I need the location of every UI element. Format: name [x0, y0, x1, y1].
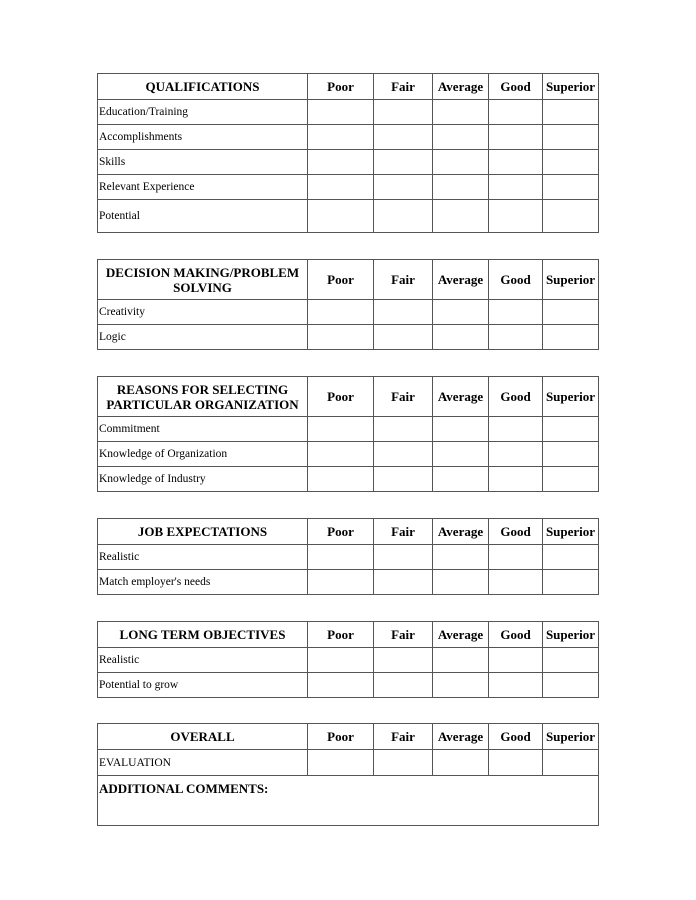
criterion-label: EVALUATION: [98, 750, 308, 776]
section-title: QUALIFICATIONS: [98, 74, 308, 100]
rating-cell-poor[interactable]: [308, 325, 374, 350]
rating-cell-poor[interactable]: [308, 467, 374, 492]
rating-cell-superior[interactable]: [543, 175, 599, 200]
rating-cell-poor[interactable]: [308, 200, 374, 233]
rating-cell-fair[interactable]: [374, 200, 433, 233]
rating-cell-average[interactable]: [433, 673, 489, 698]
reasons-selecting-table: [97, 376, 599, 492]
criterion-label: Education/Training: [98, 100, 308, 125]
rating-cell-average[interactable]: [433, 442, 489, 467]
criterion-label: Commitment: [98, 417, 308, 442]
rating-cell-average[interactable]: [433, 175, 489, 200]
criterion-label: Logic: [98, 325, 308, 350]
table-row: [98, 150, 599, 175]
rating-cell-superior[interactable]: [543, 570, 599, 595]
long-term-objectives-table: [97, 621, 599, 698]
column-header-fair: Fair: [374, 260, 433, 300]
criterion-label: Match employer's needs: [98, 570, 308, 595]
table-row: [98, 125, 599, 150]
rating-cell-average[interactable]: [433, 150, 489, 175]
column-header-fair: Fair: [374, 74, 433, 100]
rating-cell-fair[interactable]: [374, 417, 433, 442]
section-title: REASONS FOR SELECTING PARTICULAR ORGANIZATION: [98, 377, 308, 417]
table-row: [98, 545, 599, 570]
rating-cell-fair[interactable]: [374, 125, 433, 150]
rating-cell-superior[interactable]: [543, 545, 599, 570]
column-header-fair: Fair: [374, 622, 433, 648]
rating-cell-good[interactable]: [489, 545, 543, 570]
rating-cell-average[interactable]: [433, 125, 489, 150]
rating-cell-fair[interactable]: [374, 100, 433, 125]
rating-cell-good[interactable]: [489, 325, 543, 350]
rating-cell-good[interactable]: [489, 175, 543, 200]
rating-cell-average[interactable]: [433, 545, 489, 570]
table-header-row: [98, 724, 599, 750]
rating-cell-superior[interactable]: [543, 467, 599, 492]
rating-cell-fair[interactable]: [374, 545, 433, 570]
rating-cell-average[interactable]: [433, 570, 489, 595]
rating-cell-good[interactable]: [489, 150, 543, 175]
rating-cell-poor[interactable]: [308, 100, 374, 125]
criterion-label: Potential to grow: [98, 673, 308, 698]
criterion-label: Relevant Experience: [98, 175, 308, 200]
table-row: [98, 325, 599, 350]
column-header-fair: Fair: [374, 377, 433, 417]
rating-cell-average[interactable]: [433, 467, 489, 492]
column-header-good: Good: [489, 519, 543, 545]
table-row: [98, 175, 599, 200]
criterion-label: Knowledge of Organization: [98, 442, 308, 467]
column-header-superior: Superior: [543, 724, 599, 750]
rating-cell-good[interactable]: [489, 300, 543, 325]
rating-cell-good[interactable]: [489, 417, 543, 442]
column-header-poor: Poor: [308, 74, 374, 100]
criterion-label: Accomplishments: [98, 125, 308, 150]
table-row: [98, 442, 599, 467]
column-header-superior: Superior: [543, 622, 599, 648]
column-header-superior: Superior: [543, 74, 599, 100]
criterion-label: Realistic: [98, 648, 308, 673]
column-header-poor: Poor: [308, 519, 374, 545]
rating-cell-poor[interactable]: [308, 442, 374, 467]
table-row: [98, 673, 599, 698]
table-header-row: [98, 622, 599, 648]
rating-cell-superior[interactable]: [543, 648, 599, 673]
rating-cell-fair[interactable]: [374, 648, 433, 673]
criterion-label: Skills: [98, 150, 308, 175]
column-header-superior: Superior: [543, 260, 599, 300]
table-row: [98, 300, 599, 325]
rating-cell-good[interactable]: [489, 442, 543, 467]
column-header-good: Good: [489, 622, 543, 648]
overall-table: [97, 723, 599, 826]
rating-cell-poor[interactable]: [308, 125, 374, 150]
criterion-label: Potential: [98, 200, 308, 233]
rating-cell-superior[interactable]: [543, 300, 599, 325]
criterion-label: Creativity: [98, 300, 308, 325]
column-header-poor: Poor: [308, 260, 374, 300]
section-title: LONG TERM OBJECTIVES: [98, 622, 308, 648]
additional-comments-label: ADDITIONAL COMMENTS:: [99, 781, 269, 796]
column-header-superior: Superior: [543, 519, 599, 545]
rating-cell-good[interactable]: [489, 200, 543, 233]
rating-cell-poor[interactable]: [308, 150, 374, 175]
section-title: JOB EXPECTATIONS: [98, 519, 308, 545]
rating-cell-good[interactable]: [489, 648, 543, 673]
rating-cell-poor[interactable]: [308, 570, 374, 595]
rating-cell-fair[interactable]: [374, 150, 433, 175]
section-title: OVERALL: [98, 724, 308, 750]
rating-cell-poor[interactable]: [308, 417, 374, 442]
rating-cell-good[interactable]: [489, 673, 543, 698]
rating-cell-fair[interactable]: [374, 673, 433, 698]
column-header-good: Good: [489, 260, 543, 300]
rating-cell-poor[interactable]: [308, 545, 374, 570]
table-row: [98, 200, 599, 233]
rating-cell-fair[interactable]: [374, 325, 433, 350]
rating-cell-average[interactable]: [433, 750, 489, 776]
section-title: DECISION MAKING/PROBLEM SOLVING: [98, 260, 308, 300]
column-header-average: Average: [433, 519, 489, 545]
rating-cell-fair[interactable]: [374, 570, 433, 595]
table-header-row: [98, 519, 599, 545]
table-header-row: [98, 377, 599, 417]
table-header-row: [98, 260, 599, 300]
column-header-good: Good: [489, 724, 543, 750]
rating-cell-average[interactable]: [433, 200, 489, 233]
column-header-average: Average: [433, 622, 489, 648]
column-header-poor: Poor: [308, 622, 374, 648]
column-header-good: Good: [489, 74, 543, 100]
rating-cell-average[interactable]: [433, 648, 489, 673]
rating-cell-good[interactable]: [489, 467, 543, 492]
rating-cell-fair[interactable]: [374, 175, 433, 200]
rating-cell-superior[interactable]: [543, 100, 599, 125]
rating-cell-good[interactable]: [489, 125, 543, 150]
column-header-average: Average: [433, 724, 489, 750]
column-header-average: Average: [433, 260, 489, 300]
rating-cell-poor[interactable]: [308, 750, 374, 776]
rating-cell-superior[interactable]: [543, 125, 599, 150]
table-row: [98, 570, 599, 595]
table-header-row: [98, 74, 599, 100]
rating-cell-superior[interactable]: [543, 673, 599, 698]
rating-cell-good[interactable]: [489, 750, 543, 776]
rating-cell-superior[interactable]: [543, 200, 599, 233]
column-header-good: Good: [489, 377, 543, 417]
column-header-fair: Fair: [374, 519, 433, 545]
rating-cell-good[interactable]: [489, 570, 543, 595]
table-row: [98, 417, 599, 442]
rating-cell-average[interactable]: [433, 300, 489, 325]
table-row: [98, 648, 599, 673]
comments-row: [98, 776, 599, 826]
rating-cell-average[interactable]: [433, 100, 489, 125]
rating-cell-superior[interactable]: [543, 325, 599, 350]
rating-cell-superior[interactable]: [543, 750, 599, 776]
column-header-fair: Fair: [374, 724, 433, 750]
rating-cell-average[interactable]: [433, 417, 489, 442]
rating-cell-poor[interactable]: [308, 300, 374, 325]
job-expectations-table: [97, 518, 599, 595]
rating-cell-superior[interactable]: [543, 150, 599, 175]
rating-cell-average[interactable]: [433, 325, 489, 350]
table-row: [98, 750, 599, 776]
column-header-poor: Poor: [308, 724, 374, 750]
qualifications-table: [97, 73, 599, 233]
additional-comments-field[interactable]: [98, 776, 599, 826]
rating-cell-superior[interactable]: [543, 417, 599, 442]
rating-cell-fair[interactable]: [374, 300, 433, 325]
rating-cell-poor[interactable]: [308, 175, 374, 200]
table-row: [98, 100, 599, 125]
rating-cell-poor[interactable]: [308, 673, 374, 698]
criterion-label: Realistic: [98, 545, 308, 570]
rating-cell-poor[interactable]: [308, 648, 374, 673]
column-header-superior: Superior: [543, 377, 599, 417]
rating-cell-fair[interactable]: [374, 467, 433, 492]
rating-cell-fair[interactable]: [374, 750, 433, 776]
table-row: [98, 467, 599, 492]
rating-cell-superior[interactable]: [543, 442, 599, 467]
criterion-label: Knowledge of Industry: [98, 467, 308, 492]
column-header-poor: Poor: [308, 377, 374, 417]
rating-cell-fair[interactable]: [374, 442, 433, 467]
column-header-average: Average: [433, 377, 489, 417]
column-header-average: Average: [433, 74, 489, 100]
rating-cell-good[interactable]: [489, 100, 543, 125]
decision-making-table: [97, 259, 599, 350]
